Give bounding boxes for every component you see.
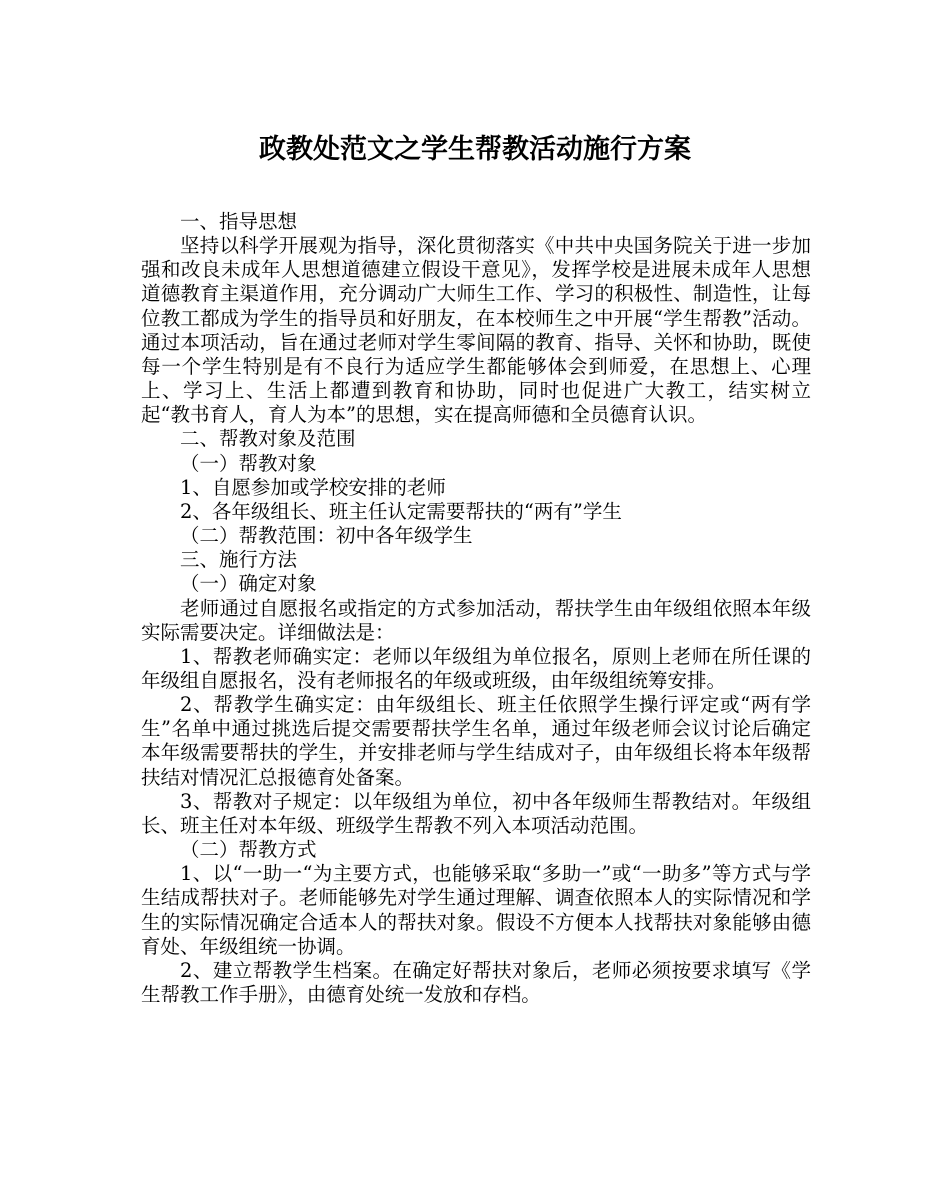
- heading-methods: 三、施行方法: [180, 548, 298, 572]
- document-body: [141, 210, 811, 1007]
- list-item-student-selection: 2、帮教学生确实定：由年级组长、班主任依照学生操行评定或“两有学生”名单中通过挑选后提交需要帮扶学生名单，通过年级老师会议讨论后确定本年级需要帮扶的学生，并安排老师与学生结成对子，由年级组长将本年级帮扶结对情况汇总报德育处备案。: [141, 693, 811, 789]
- heading-guiding-thought: 一、指导思想: [180, 210, 298, 233]
- list-item-one-to-one: 1、以“一助一“为主要方式，也能够采取“多助一”或“一助多”等方式与学生结成帮扶对子。老师能够先对学生通过理解、调查依照本人的实际情况和学生的实际情况确定合适本人的帮扶对象。假设不方便本人找帮扶对象能够由德育处、年级组统一协调。: [141, 862, 811, 958]
- list-item-teachers: 1、自愿参加或学校安排的老师: [180, 475, 446, 499]
- list-item-pairing-rules: 3、帮教对子规定：以年级组为单位，初中各年级师生帮教结对。年级组长、班主任对本年级、班级学生帮教不列入本项活动范围。: [141, 789, 811, 837]
- subheading-determine-targets: （一）确定对象: [180, 572, 317, 596]
- subheading-scope: （二）帮教范围：初中各年级学生: [180, 524, 473, 548]
- subheading-targets: （一）帮教对象: [180, 451, 317, 475]
- subheading-methods: （二）帮教方式: [180, 838, 317, 862]
- list-item-student-archive: 2、建立帮教学生档案。在确定好帮扶对象后，老师必须按要求填写《学生帮教工作手册》，由德育处统一发放和存档。: [141, 958, 811, 1006]
- paragraph-determine-targets: 老师通过自愿报名或指定的方式参加活动，帮扶学生由年级组依照本年级实际需要决定。详细做法是：: [141, 596, 811, 644]
- list-item-students: 2、各年级组长、班主任认定需要帮扶的“两有”学生: [180, 499, 622, 523]
- document-title: 政教处范文之学生帮教活动施行方案: [259, 134, 691, 165]
- list-item-teacher-selection: 1、帮教老师确实定：老师以年级组为单位报名，原则上老师在所任课的年级组自愿报名，没有老师报名的年级或班级，由年级组统筹安排。: [141, 644, 811, 692]
- paragraph-guiding-thought: 坚持以科学开展观为指导，深化贯彻落实《中共中央国务院关于进一步加强和改良未成年人思想道德建立假设干意见》，发挥学校是进展未成年人思想道德教育主渠道作用，充分调动广大师生工作、学习的积极性、制造性，让每位教工都成为学生的指导员和好朋友，在本校师生之中开展“学生帮教”活动。通过本项活动，旨在通过老师对学生零间隔的教育、指导、关怀和协助，既使每一个学生特别是有不良行为适应学生都能够体会到师爱，在思想上、心理上、学习上、生活上都遭到教育和协助，同时也促进广大教工，结实树立起“教书育人，育人为本”的思想，实在提高师德和全员德育认识。: [141, 234, 811, 427]
- heading-targets-scope: 二、帮教对象及范围: [180, 427, 356, 451]
